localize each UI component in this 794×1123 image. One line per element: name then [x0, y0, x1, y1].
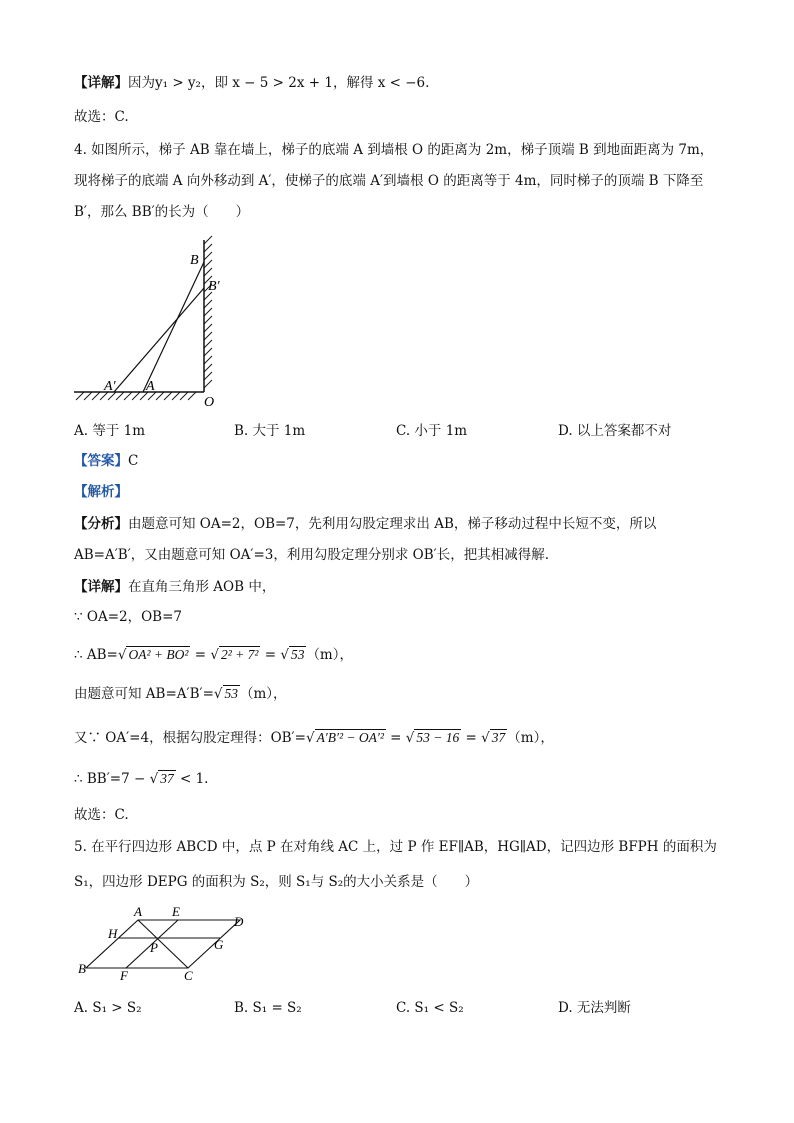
- q5-option-d: D. 无法判断: [558, 1000, 631, 1016]
- q5-parallelogram-figure: [74, 902, 258, 988]
- label-b: B: [190, 253, 199, 268]
- label-e: E: [172, 904, 180, 919]
- detail-3-pre: ∴ AB=: [74, 647, 118, 663]
- q4-option-d: D. 以上答案都不对: [558, 423, 672, 439]
- ground-hatch: [76, 392, 196, 400]
- q4-detail-1: [74, 577, 275, 597]
- detail-3-root-1: OA² + BO²: [128, 647, 189, 662]
- q4-choose: 故选：C.: [74, 807, 129, 823]
- detail-3-root-2: 2² + 7²: [220, 647, 259, 662]
- q4-stem-1: 4. 如图所示，梯子 AB 靠在墙上，梯子的底端 A 到墙根 O 的距离为 2m，梯子顶端 B 到地面距离为 7m，: [74, 142, 714, 158]
- detail-6-root: 37: [160, 771, 174, 786]
- q4-stem-2: 现将梯子的底端 A 向外移动到 A′，使梯子的底端 A′到墙根 O 的距离等于 4m，同时梯子的顶端 B 下降至: [74, 173, 704, 189]
- ladder-apbp: [114, 288, 204, 392]
- label-d: D: [234, 914, 244, 929]
- detail-4-root: 53: [224, 686, 238, 701]
- label-p: P: [150, 940, 158, 955]
- detail-5-eq-1: =: [385, 730, 406, 746]
- label-a: A: [134, 904, 142, 919]
- q5-option-b: B. S₁ = S₂: [234, 1000, 302, 1016]
- detail-text-1: 在直角三角形 AOB 中，: [128, 579, 276, 595]
- label-b: B: [78, 961, 86, 976]
- q4-stem-3: B′，那么 BB′的长为（ ）: [74, 204, 250, 220]
- q4-detail-4: 由题意可知 AB=A′B′=√ 53 （m），: [74, 686, 287, 702]
- label-o: O: [204, 395, 215, 409]
- detail-title: 【详解】: [74, 579, 128, 595]
- q4-detail-6: ∴ BB′=7 − √ 37 < 1.: [74, 771, 209, 787]
- q4-answer-line: [74, 451, 138, 471]
- detail-3-mid: =: [190, 647, 211, 663]
- detail-tag: 【详解】: [74, 75, 128, 91]
- label-g: G: [214, 937, 224, 952]
- detail-4-unit: （m），: [240, 686, 287, 702]
- prev-detail-line: [74, 73, 429, 93]
- q4-ladder-figure: [70, 234, 240, 409]
- detail-3-unit: （m），: [306, 647, 353, 663]
- label-c: C: [184, 968, 193, 983]
- detail-4-pre: 由题意可知 AB=A′B′=: [74, 686, 214, 702]
- analysis-tag: 【解析】: [74, 484, 128, 500]
- answer-value: C: [128, 453, 139, 469]
- analysis-text-1: 由题意可知 OA=2，OB=7，先利用勾股定理求出 AB，梯子移动过程中长短不变，所以: [128, 516, 657, 532]
- q4-option-b: B. 大于 1m: [234, 423, 306, 439]
- detail-text: 因为y₁ > y₂，即 x − 5 > 2x + 1，解得 x < −6.: [128, 75, 430, 91]
- detail-5-root-2: 53 − 16: [416, 730, 460, 745]
- q4-option-c: C. 小于 1m: [396, 423, 468, 439]
- q5-option-c: C. S₁ < S₂: [396, 1000, 464, 1016]
- detail-6-pre: ∴ BB′=7 −: [74, 771, 150, 787]
- label-ap: A′: [104, 379, 116, 394]
- q4-detail-2: ∵ OA=2，OB=7: [74, 609, 182, 625]
- analysis-title: 【分析】: [74, 516, 128, 532]
- q4-detail-5: 又∵ OA′=4，根据勾股定理得：OB′=√ A′B′² − OA′² = √ 53 − 16 = √ 37 （m），: [74, 730, 554, 746]
- detail-5-pre: 又∵ OA′=4，根据勾股定理得：OB′=: [74, 730, 306, 746]
- label-h: H: [108, 926, 118, 941]
- q4-analysis-1: [74, 514, 656, 534]
- detail-3-eq: =: [260, 647, 281, 663]
- q5-stem-2: S₁，四边形 DEPG 的面积为 S₂，则 S₁与 S₂的大小关系是（ ）: [74, 874, 479, 890]
- answer-tag: 【答案】: [74, 453, 128, 469]
- q5-stem-1: 5. 在平行四边形 ABCD 中，点 P 在对角线 AC 上，过 P 作 EF∥AB，HG∥AD，记四边形 BFPH 的面积为: [74, 839, 717, 855]
- ladder-ab: [143, 262, 204, 392]
- label-a: A: [146, 379, 155, 394]
- q4-detail-3: ∴ AB=√ OA² + BO² = √ 2² + 7² = √ 53 （m），: [74, 647, 353, 663]
- q4-analysis-2: AB=A′B′，又由题意可知 OA′=3，利用勾股定理分别求 OB′长，把其相减得解.: [74, 547, 549, 563]
- detail-3-root-3: 53: [290, 647, 305, 662]
- detail-5-root-3: 37: [491, 730, 506, 745]
- q5-option-a: A. S₁ > S₂: [74, 1000, 142, 1016]
- diagonal-ac: [138, 920, 188, 968]
- detail-6-post: < 1.: [175, 771, 209, 787]
- detail-5-eq-2: =: [461, 730, 482, 746]
- q4-option-a: A. 等于 1m: [74, 423, 146, 439]
- q4-analysis-tag: [74, 482, 128, 502]
- detail-5-root-1: A′B′² − OA′²: [316, 730, 384, 745]
- label-bp: B′: [208, 279, 220, 294]
- prev-choose: 故选：C.: [74, 109, 129, 125]
- label-f: F: [120, 968, 128, 983]
- detail-5-unit: （m），: [507, 730, 554, 746]
- wall-hatch: [204, 236, 212, 388]
